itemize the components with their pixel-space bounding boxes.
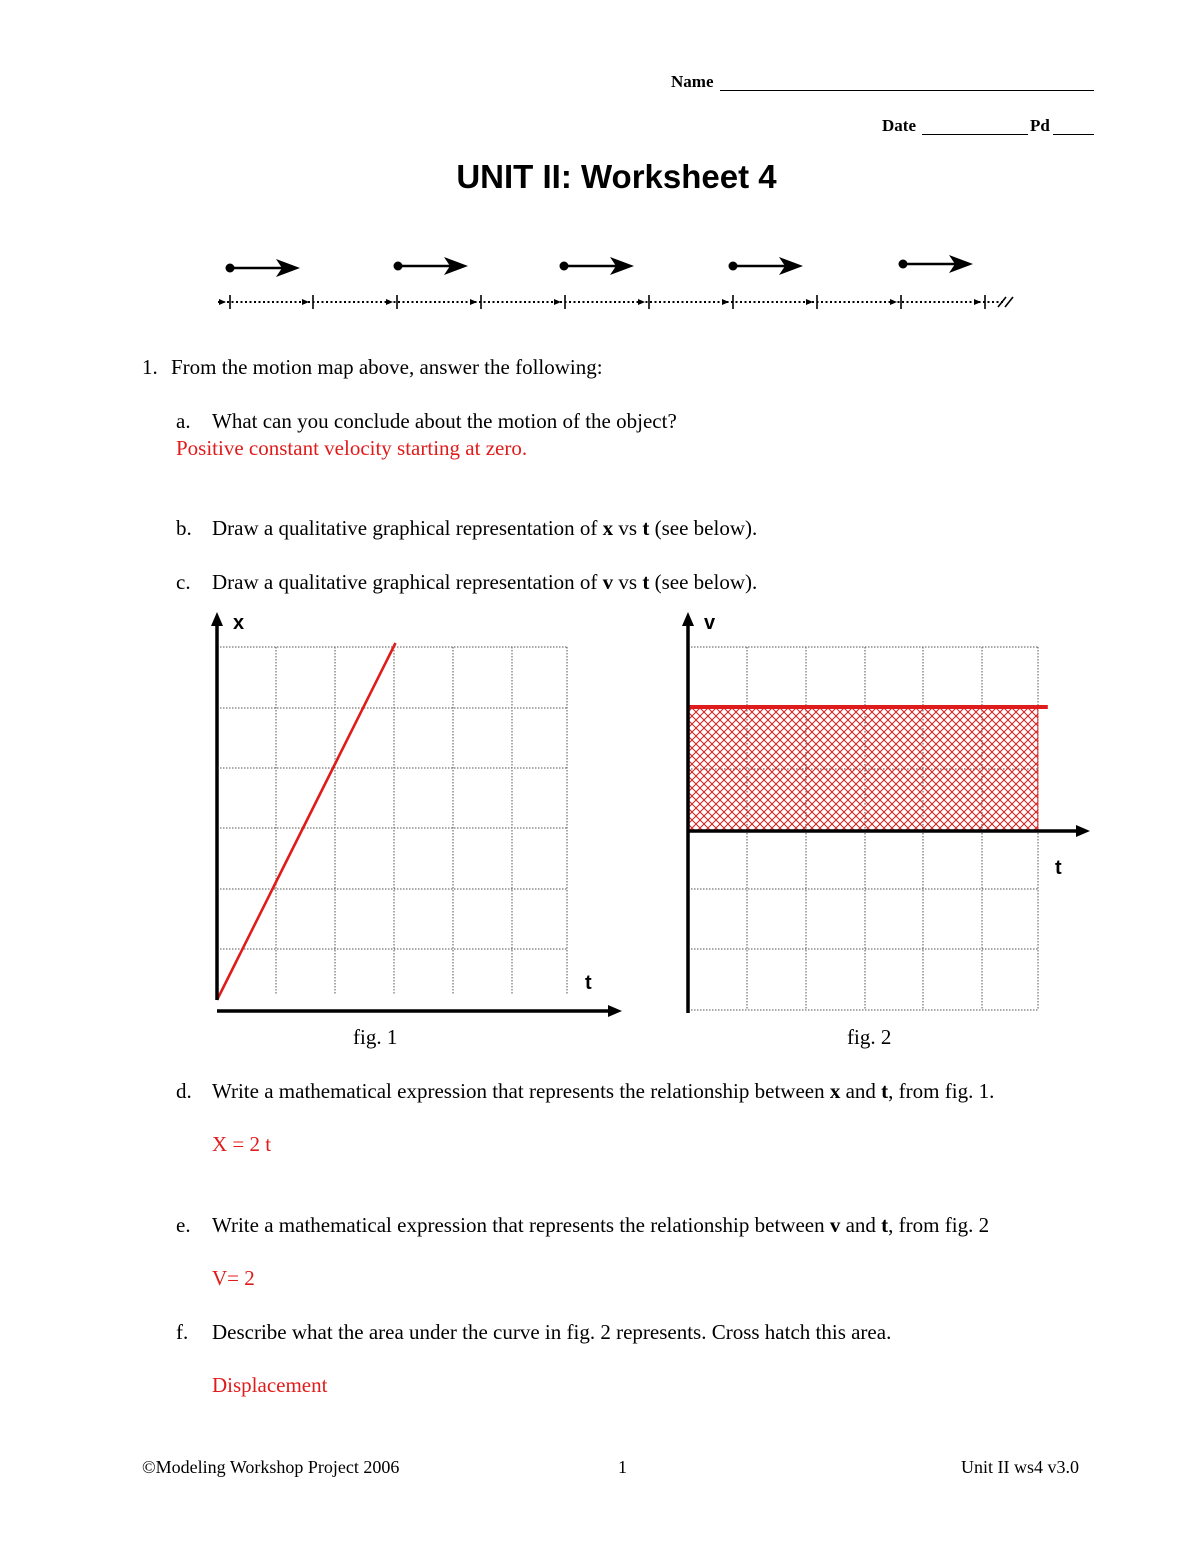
question-a-text: What can you conclude about the motion of the object? [212,409,677,433]
answer-e: V= 2 [212,1266,255,1290]
question-f-text: Describe what the area under the curve in fig. 2 represents. Cross hatch this area. [212,1320,892,1344]
page-title: UNIT II: Worksheet 4 [456,158,777,195]
period-label: Pd [1030,116,1050,135]
fig1-x-label: t [585,972,592,994]
question-d-letter: d. [176,1079,192,1103]
fig1-series-line [217,643,396,1000]
question-1-number: 1. [142,355,158,379]
fig2-x-arrow [1076,825,1090,837]
fig1-series [217,643,396,1000]
fig1-x-arrow [608,1005,622,1017]
question-c-text: Draw a qualitative graphical representation of v vs t (see below). [212,570,758,594]
question-a-letter: a. [176,409,191,433]
fig2-y-arrow [682,612,694,626]
motion-arrow-3 [560,257,635,275]
fig2-graph [682,612,1090,1013]
question-e-letter: e. [176,1213,191,1237]
question-e-text: Write a mathematical expression that represents the relationship between v and t, from fig. 2 [212,1213,990,1237]
motion-arrow-2 [394,257,469,275]
footer-page-number: 1 [618,1457,627,1477]
fig1-y-label: x [233,612,245,634]
fig2-y-label: v [704,612,716,634]
motion-map [218,255,1013,309]
fig2-x-label: t [1055,857,1062,879]
question-b-text: Draw a qualitative graphical representation of x vs t (see below). [212,516,758,540]
answer-f: Displacement [212,1373,328,1397]
fig1-grid [217,647,567,995]
fig1-caption: fig. 1 [353,1025,398,1049]
footer-version: Unit II ws4 v3.0 [961,1457,1079,1477]
question-f-letter: f. [176,1320,189,1344]
date-label: Date [882,116,916,135]
motion-arrow-1 [226,259,301,277]
question-d-text: Write a mathematical expression that represents the relationship between x and t, from fig. 1. [212,1079,995,1103]
fig2-caption: fig. 2 [847,1025,892,1049]
answer-d: X = 2 t [212,1132,272,1156]
motion-arrow-5 [899,255,974,273]
name-label: Name [671,72,714,91]
fig1-y-arrow [211,612,223,626]
question-c-letter: c. [176,570,191,594]
fig2-hatched-area [688,707,1038,831]
question-1-text: From the motion map above, answer the following: [171,355,603,379]
footer-copyright: ©Modeling Workshop Project 2006 [142,1457,400,1477]
fig1-graph [211,612,622,1017]
question-b-letter: b. [176,516,192,540]
answer-a: Positive constant velocity starting at zero. [176,436,528,460]
motion-arrow-4 [729,257,804,275]
fig2-series [688,707,1048,831]
